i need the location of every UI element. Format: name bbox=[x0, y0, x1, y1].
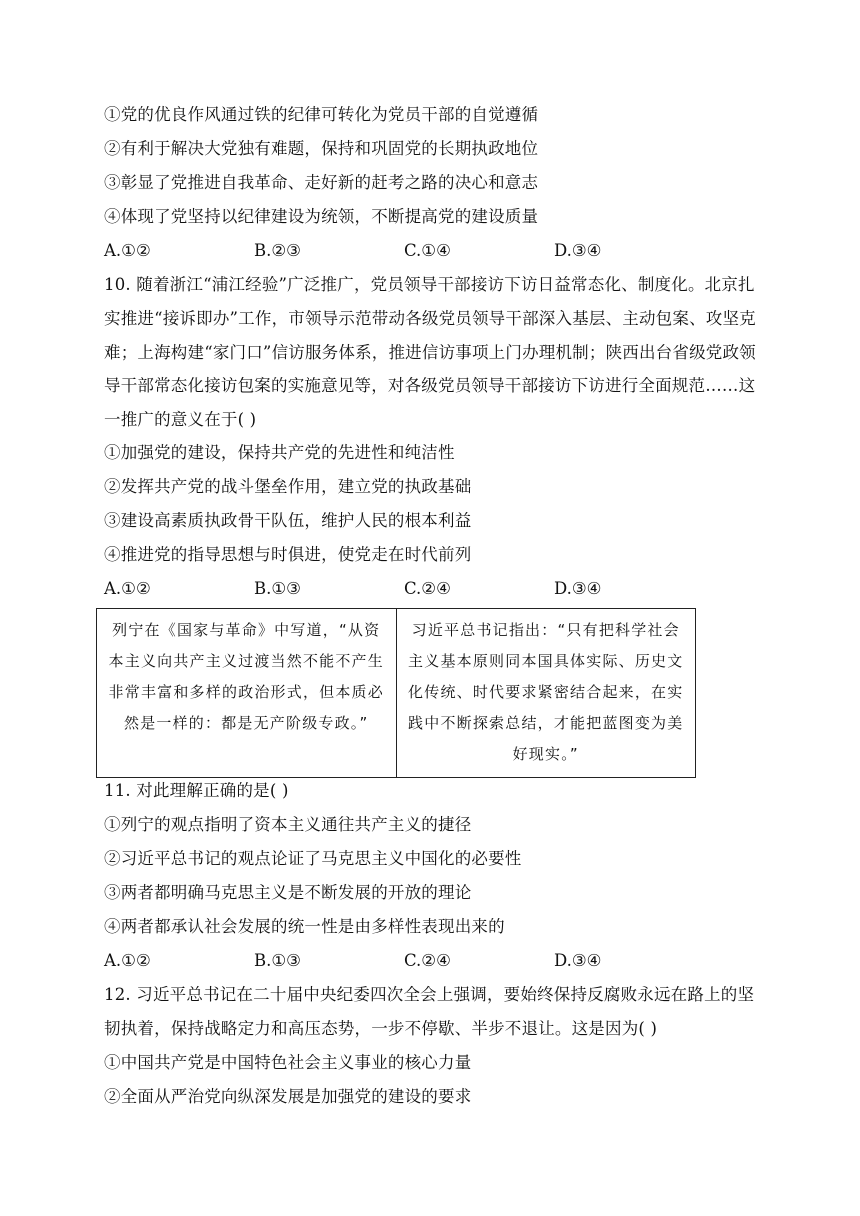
q9-option-b: B.②③ bbox=[254, 241, 301, 260]
q11-option-c: C.②④ bbox=[404, 951, 451, 970]
q10-option-d: D.③④ bbox=[554, 579, 602, 598]
quote-table bbox=[96, 608, 696, 778]
xi-quote-cell: 习近平总书记指出：“只有把科学社会主义基本原则同本国具体实际、历史文化传统、时代要求紧密结合起来，在实践中不断探索总结，才能把蓝图变为美好现实。” bbox=[396, 609, 696, 778]
q10-option-b: B.①③ bbox=[254, 579, 301, 598]
q9-statement-3: ③彰显了党推进自我革命、走好新的赶考之路的决心和意志 bbox=[104, 173, 539, 192]
q11-statement-4: ④两者都承认社会发展的统一性是由多样性表现出来的 bbox=[104, 917, 505, 936]
q11-option-d: D.③④ bbox=[554, 951, 602, 970]
q10-statement-2: ②发挥共产党的战斗堡垒作用，建立党的执政基础 bbox=[104, 477, 472, 496]
q10-option-a: A.①② bbox=[104, 579, 151, 598]
q11-statement-2: ②习近平总书记的观点论证了马克思主义中国化的必要性 bbox=[104, 849, 522, 868]
q9-statement-1: ①党的优良作风通过铁的纪律可转化为党员干部的自觉遵循 bbox=[104, 105, 539, 124]
q9-option-d: D.③④ bbox=[554, 241, 602, 260]
q11-statement-1: ①列宁的观点指明了资本主义通往共产主义的捷径 bbox=[104, 815, 472, 834]
q10-statement-1: ①加强党的建设，保持共产党的先进性和纯洁性 bbox=[104, 443, 455, 462]
q10-option-c: C.②④ bbox=[404, 579, 451, 598]
quote-row bbox=[97, 609, 696, 778]
q12-statement-2: ②全面从严治党向纵深发展是加强党的建设的要求 bbox=[104, 1087, 472, 1106]
q11-option-a: A.①② bbox=[104, 951, 151, 970]
q11-option-b: B.①③ bbox=[254, 951, 301, 970]
q10-stem: 10. 随着浙江“浦江经验”广泛推广，党员领导干部接访下访日益常态化、制度化。北京扎实推进“接诉即办”工作，市领导示范带动各级党员领导干部深入基层、主动包案、攻坚克难；上海构建“家门口”信访服务体系，推进信访事项上门办理机制；陕西出台省级党政领导干部常态化接访包案的实施意见等，对各级党员领导干部接访下访进行全面规范……这一推广的意义在于( ) bbox=[104, 275, 756, 430]
q9-option-c: C.①④ bbox=[404, 241, 451, 260]
q9-option-a: A.①② bbox=[104, 241, 151, 260]
q11-stem: 11. 对此理解正确的是( ) bbox=[104, 781, 289, 800]
q10-statement-4: ④推进党的指导思想与时俱进，使党走在时代前列 bbox=[104, 545, 472, 564]
q11-statement-3: ③两者都明确马克思主义是不断发展的开放的理论 bbox=[104, 883, 472, 902]
q9-statement-2: ②有利于解决大党独有难题，保持和巩固党的长期执政地位 bbox=[104, 139, 539, 158]
lenin-quote-cell: 列宁在《国家与革命》中写道，“从资本主义向共产主义过渡当然不能不产生非常丰富和多样的政治形式，但本质必然是一样的：都是无产阶级专政。” bbox=[97, 609, 397, 778]
q9-statement-4: ④体现了党坚持以纪律建设为统领，不断提高党的建设质量 bbox=[104, 207, 539, 226]
q12-statement-1: ①中国共产党是中国特色社会主义事业的核心力量 bbox=[104, 1053, 472, 1072]
q12-stem: 12. 习近平总书记在二十届中央纪委四次全会上强调，要始终保持反腐败永远在路上的坚韧执着，保持战略定力和高压态势，一步不停歇、半步不退让。这是因为( ) bbox=[104, 985, 755, 1038]
q10-statement-3: ③建设高素质执政骨干队伍，维护人民的根本利益 bbox=[104, 511, 472, 530]
